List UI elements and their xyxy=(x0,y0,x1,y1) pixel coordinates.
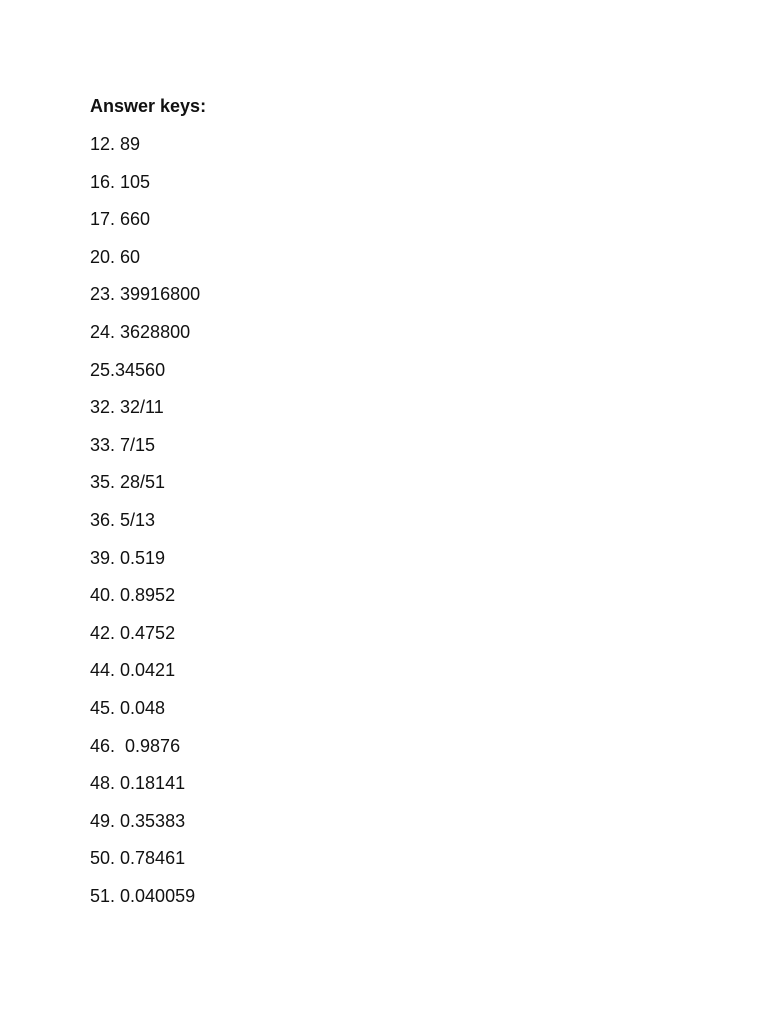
answer-item: 23. 39916800 xyxy=(90,284,201,305)
answer-item: 45. 0.048 xyxy=(90,697,166,718)
answer-item: 20. 60 xyxy=(90,246,141,267)
answer-keys-heading: Answer keys: xyxy=(90,96,207,116)
answer-key-section xyxy=(90,95,206,922)
answer-item: 39. 0.519 xyxy=(90,547,166,568)
answer-item: 17. 660 xyxy=(90,209,151,230)
answer-item: 51. 0.040059 xyxy=(90,885,196,906)
answer-item: 50. 0.78461 xyxy=(90,848,186,869)
answer-list xyxy=(90,133,206,907)
answer-item: 35. 28/51 xyxy=(90,472,166,493)
answer-item: 32. 32/11 xyxy=(90,397,164,418)
answer-item: 48. 0.18141 xyxy=(90,773,186,794)
answer-item: 49. 0.35383 xyxy=(90,810,186,831)
answer-item: 12. 89 xyxy=(90,134,141,154)
answer-item: 24. 3628800 xyxy=(90,321,191,342)
answer-item: 16. 105 xyxy=(90,171,151,192)
answer-item: 40. 0.8952 xyxy=(90,585,176,606)
answer-item: 33. 7/15 xyxy=(90,434,156,455)
answer-item: 25.34560 xyxy=(90,359,166,380)
answer-item: 44. 0.0421 xyxy=(90,660,176,681)
answer-item: 36. 5/13 xyxy=(90,509,156,530)
answer-item: 46. 0.9876 xyxy=(90,735,181,756)
answer-item: 42. 0.4752 xyxy=(90,622,176,643)
